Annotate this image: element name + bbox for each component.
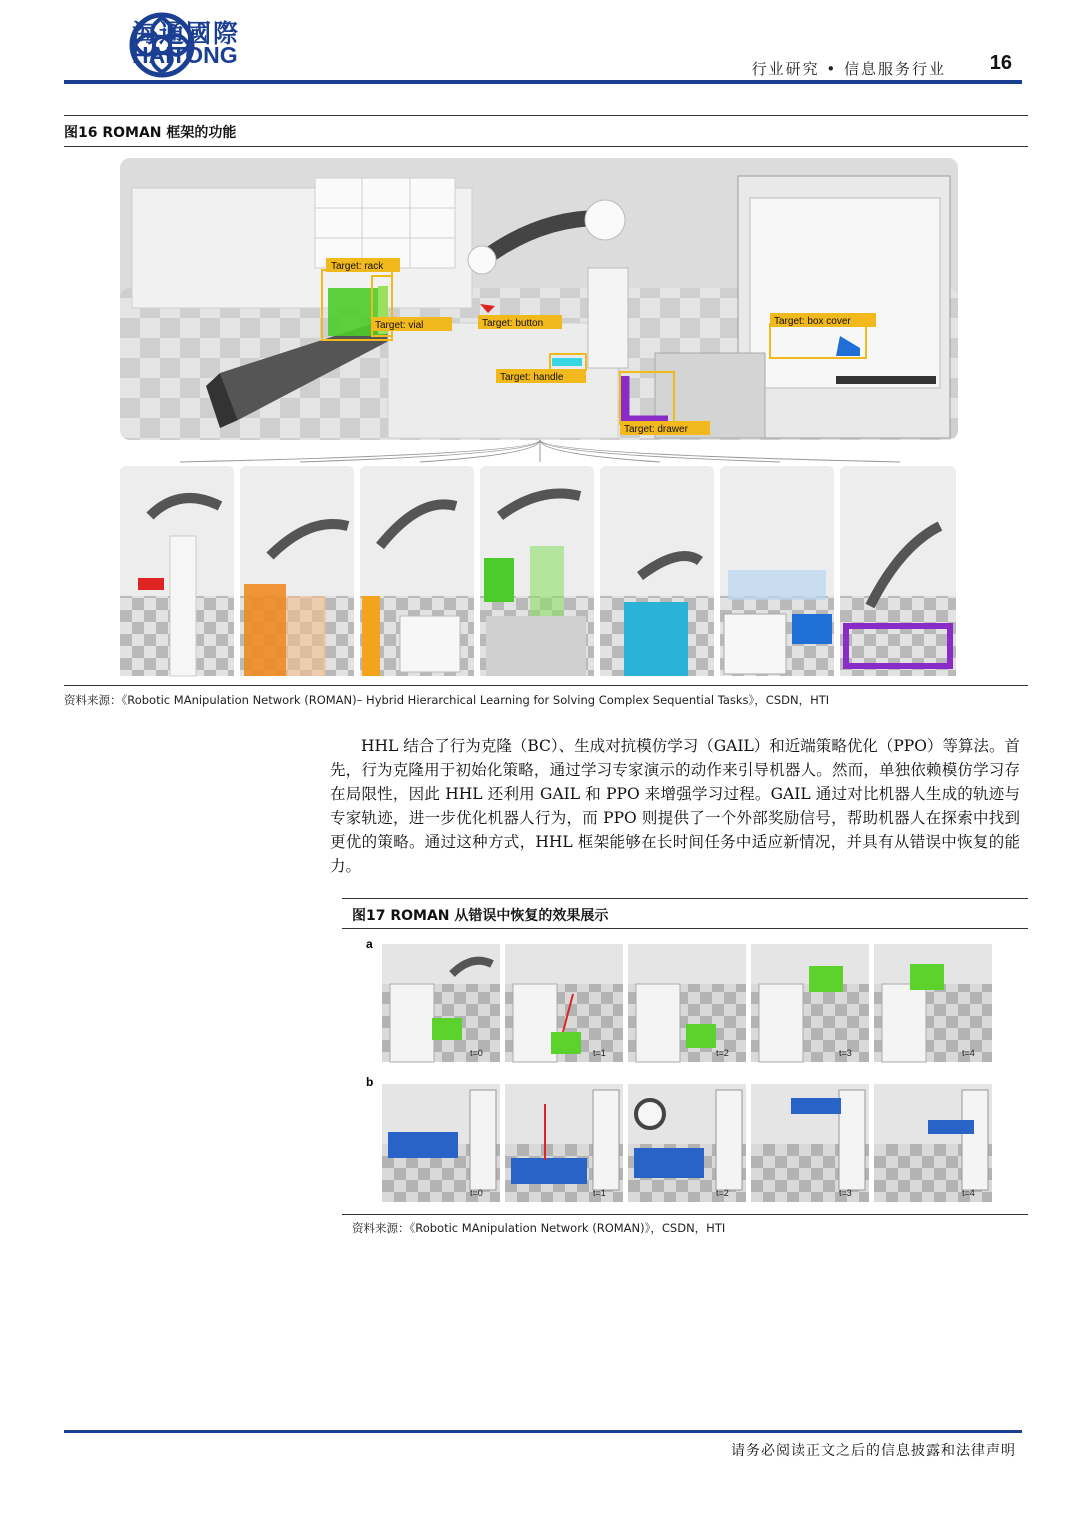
header-rule (64, 80, 1022, 84)
connector-lines (180, 440, 900, 462)
thumb-drawer-blue (600, 466, 714, 676)
page-number: 16 (989, 52, 1012, 74)
thumb-vial (360, 466, 474, 676)
figure17-title-rule (342, 928, 1028, 929)
row-b-label: b (366, 1075, 374, 1089)
figure17-source: 资料来源：《Robotic MAnipulation Network (ROMAN)》，CSDN，HTI (352, 1221, 726, 1235)
figure17-top-rule (342, 898, 1028, 899)
logo-chinese-name: 海通國際 (132, 19, 241, 48)
frame-b2 (628, 1084, 746, 1202)
figure17-title: 图17 ROMAN 从错误中恢复的效果展示 (352, 908, 609, 924)
frame-a1-time: t=1 (593, 1048, 606, 1058)
row-a-label: a (366, 937, 373, 951)
figure16-bottom-rule (64, 685, 1028, 686)
frame-b0 (382, 1084, 500, 1202)
frame-b2-time: t=2 (716, 1188, 729, 1198)
label-button-text: Target: button (482, 318, 544, 329)
figure16-top-rule (64, 115, 1028, 116)
frame-a3-time: t=3 (839, 1048, 852, 1058)
label-rack (326, 258, 400, 272)
label-drawer (620, 421, 710, 435)
label-rack-text: Target: rack (331, 261, 384, 272)
frame-a1 (505, 944, 623, 1062)
row-b-frames (382, 1084, 992, 1202)
frame-a0 (382, 944, 500, 1062)
figure16-image (120, 158, 960, 680)
label-box-cover (770, 313, 876, 327)
frame-a2 (628, 944, 746, 1062)
figure16-title: 图16 ROMAN 框架的功能 (64, 125, 237, 141)
label-drawer-text: Target: drawer (624, 424, 688, 435)
label-handle-text: Target: handle (500, 372, 564, 383)
body-paragraph: HHL 结合了行为克隆（BC）、生成对抗模仿学习（GAIL）和近端策略优化（PPO）等算法。首先，行为克隆用于初始化策略，通过学习专家演示的动作来引导机器人。然而，单独依赖模仿学习存在局限性，因此 HHL 还利用 GAIL 和 PPO 来增强学习过程。GAIL 通过对比机器人生成的轨迹与专家轨迹，进一步优化机器人行为，而 PPO 则提供了一个外部奖励信号，帮助机器人在探索中找到更优的策略。通过这种方式，HHL 框架能够在长时间任务中适应新情况，并具有从错误中恢复的能力。 (330, 737, 1020, 875)
frame-b4-time: t=4 (962, 1188, 975, 1198)
frame-b1 (505, 1084, 623, 1202)
label-handle (496, 369, 586, 383)
label-button (478, 315, 562, 329)
figure17-image (362, 936, 996, 1208)
header-section-title: 行业研究 • 信息服务行业 (751, 60, 946, 78)
label-box-cover-text: Target: box cover (774, 316, 851, 327)
frame-a4-time: t=4 (962, 1048, 975, 1058)
thumb-button (120, 466, 234, 676)
frame-a2-time: t=2 (716, 1048, 729, 1058)
skill-thumbnails (120, 466, 956, 676)
thumb-box-cover (720, 466, 834, 676)
frame-a3 (751, 944, 869, 1062)
frame-a4 (874, 944, 992, 1062)
thumb-drawer-purple (840, 466, 956, 676)
label-vial-text: Target: vial (375, 320, 424, 331)
main-scene (120, 158, 958, 440)
row-a-frames (382, 944, 992, 1062)
frame-b1-time: t=1 (593, 1188, 606, 1198)
frame-b3 (751, 1084, 869, 1202)
logo-english-name: HAITONG (132, 42, 238, 68)
frame-b3-time: t=3 (839, 1188, 852, 1198)
figure16-source: 资料来源：《Robotic MAnipulation Network (ROMAN)– Hybrid Hierarchical Learning for Solving Complex Sequential Tasks》，CSDN，HTI (64, 693, 830, 707)
frame-b0-time: t=0 (470, 1188, 483, 1198)
footer-disclaimer: 请务必阅读正文之后的信息披露和法律声明 (731, 1443, 1016, 1459)
frame-a0-time: t=0 (470, 1048, 483, 1058)
thumb-green-rack (480, 466, 594, 676)
figure17-bottom-rule (342, 1214, 1028, 1215)
thumb-rack (240, 466, 354, 676)
footer-rule (64, 1430, 1022, 1433)
label-vial (372, 317, 452, 331)
figure16-title-rule (64, 146, 1028, 147)
frame-b4 (874, 1084, 992, 1202)
